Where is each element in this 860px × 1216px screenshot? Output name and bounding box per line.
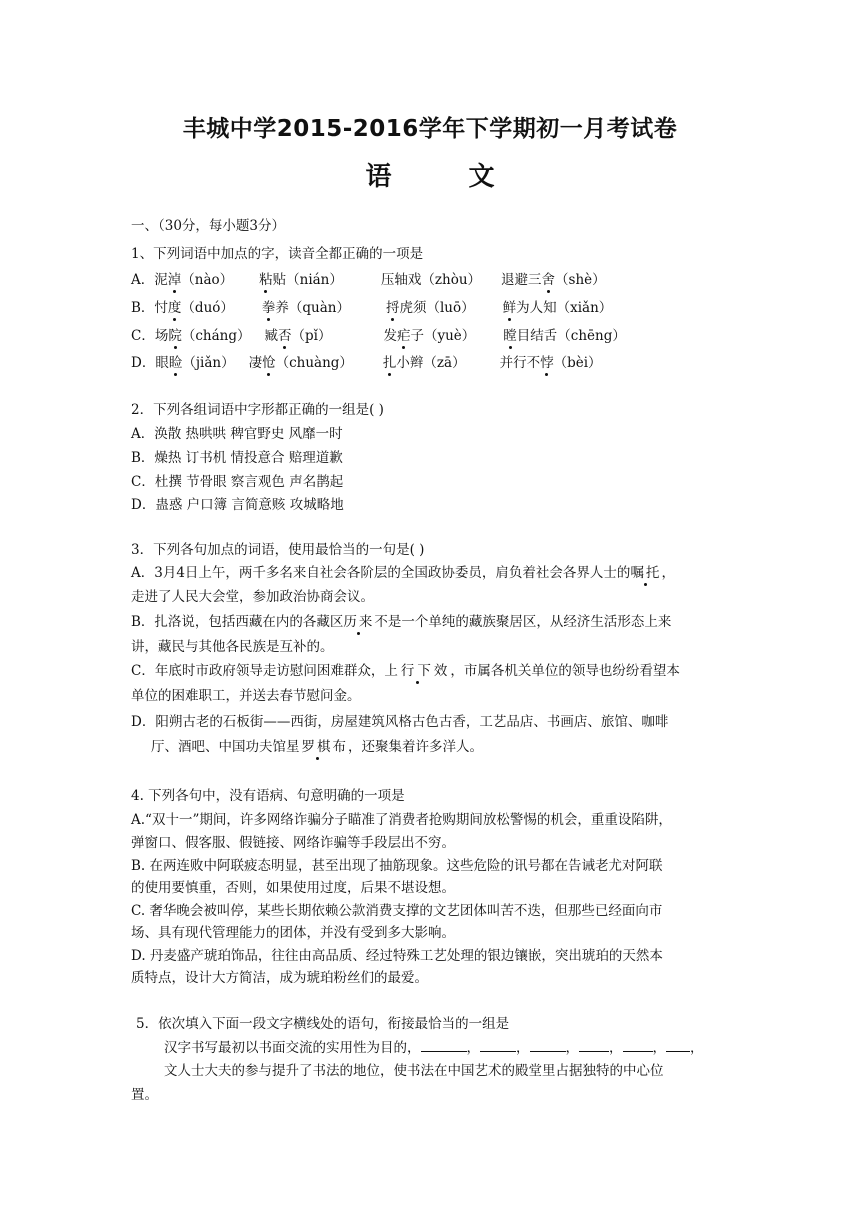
q3-stem: 3．下列各句加点的词语，使用最恰当的一句是( )	[131, 542, 425, 558]
q3-option-b-line2: 讲，藏民与其他各民族是互补的。	[131, 639, 334, 655]
q5-paragraph-line3: 置。	[131, 1087, 158, 1103]
q1-option-b: B．忖度（duó） 拳养（quàn） 捋虎须（luō） 鲜为人知（xiǎn）	[131, 300, 613, 316]
answer-blank	[666, 1037, 690, 1052]
section-heading: 一、（30分，每小题3分）	[131, 218, 286, 234]
answer-blank	[623, 1037, 653, 1052]
q5-paragraph-line1: 汉字书写最初以书面交流的实用性为目的， ， ， ， ， ， ，	[164, 1037, 704, 1058]
q3-option-d-line1: D．阳朔古老的石板街——西街，房屋建筑风格古色古香，工艺品店、书画店、旅馆、咖啡	[131, 714, 669, 730]
q4-option-d-line1: D. 丹麦盛产琥珀饰品，往往由高品质、经过特殊工艺处理的银边镶嵌，突出琥珀的天然本	[131, 948, 663, 964]
q2-stem: 2．下列各组词语中字形都正确的一组是( )	[131, 402, 384, 418]
q4-option-a-line2: 弹窗口、假客服、假链接、网络诈骗等手段层出不穷。	[131, 835, 455, 851]
answer-blank	[579, 1037, 609, 1052]
q4-stem: 4. 下列各句中，没有语病、句意明确的一项是	[131, 788, 405, 804]
q3-option-c-line1: C．年底时市政府领导走访慰问困难群众，上行下效，市属各机关单位的领导也纷纷看望本	[131, 663, 680, 679]
q2-option-d: D．蛊惑 户口簿 言简意赅 攻城略地	[131, 497, 344, 513]
q5-paragraph-line2: 文人士大夫的参与提升了书法的地位，使书法在中国艺术的殿堂里占据独特的中心位	[164, 1063, 664, 1079]
subject-title: 语 文	[365, 162, 529, 192]
q3-option-b-line1: B．扎洛说，包括西藏在内的各藏区历来不是一个单纯的藏族聚居区，从经济生活形态上来	[131, 614, 672, 630]
q4-option-c-line1: C. 奢华晚会被叫停，某些长期依赖公款消费支撑的文艺团体叫苦不迭，但那些已经面向市	[131, 903, 663, 919]
q3-option-a-line1: A．3月4日上午，两千多名来自社会各阶层的全国政协委员，肩负着社会各界人士的嘱托，	[131, 565, 675, 581]
answer-blank	[480, 1037, 516, 1052]
q1-option-d: D．眼睑（jiǎn） 凄怆（chuàng） 扎小辫（zā） 并行不悖（bèi）	[131, 355, 602, 371]
q4-option-b-line1: B. 在两连败中阿联疲态明显，甚至出现了抽筋现象。这些危险的讯号都在告诫老尤对阿联	[131, 858, 663, 874]
answer-blank	[530, 1037, 566, 1052]
q4-option-d-line2: 质特点，设计大方简洁，成为琥珀粉丝们的最爱。	[131, 970, 428, 986]
q3-option-c-line2: 单位的困难职工，并送去春节慰问金。	[131, 688, 361, 704]
q4-option-b-line2: 的使用要慎重，否则，如果使用过度，后果不堪设想。	[131, 880, 455, 896]
q1-stem: 1、下列词语中加点的字，读音全都正确的一项是	[131, 246, 424, 262]
q5-stem: 5．依次填入下面一段文字横线处的语句，衔接最恰当的一组是	[136, 1016, 510, 1032]
exam-title: 丰城中学2015-2016学年下学期初一月考试卷	[182, 116, 678, 142]
q1-option-c: C．场院（cháng） 臧否（pǐ） 发疟子（yuè） 瞠目结舌（chēng）	[131, 328, 626, 344]
q2-option-b: B．燥热 订书机 情投意合 赔理道歉	[131, 450, 343, 466]
q3-option-a-line2: 走进了人民大会堂，参加政治协商会议。	[131, 589, 374, 605]
q2-option-c: C．杜撰 节骨眼 察言观色 声名鹊起	[131, 474, 344, 490]
q3-option-d-line2: 厅、酒吧、中国功夫馆星罗棋布，还聚集着许多洋人。	[151, 739, 483, 755]
q2-option-a: A．涣散 热哄哄 稗官野史 风靡一时	[131, 426, 343, 442]
q4-option-c-line2: 场、具有现代管理能力的团体，并没有受到多大影响。	[131, 925, 455, 941]
q4-option-a-line1: A.“双十一”期间，许多网络诈骗分子瞄准了消费者抢购期间放松警惕的机会，重重设陷阱，	[131, 812, 672, 828]
q1-option-a: A．泥淖（nào） 粘贴（nián） 压轴戏（zhòu） 退避三舍（shè）	[131, 272, 606, 288]
answer-blank	[421, 1037, 467, 1052]
